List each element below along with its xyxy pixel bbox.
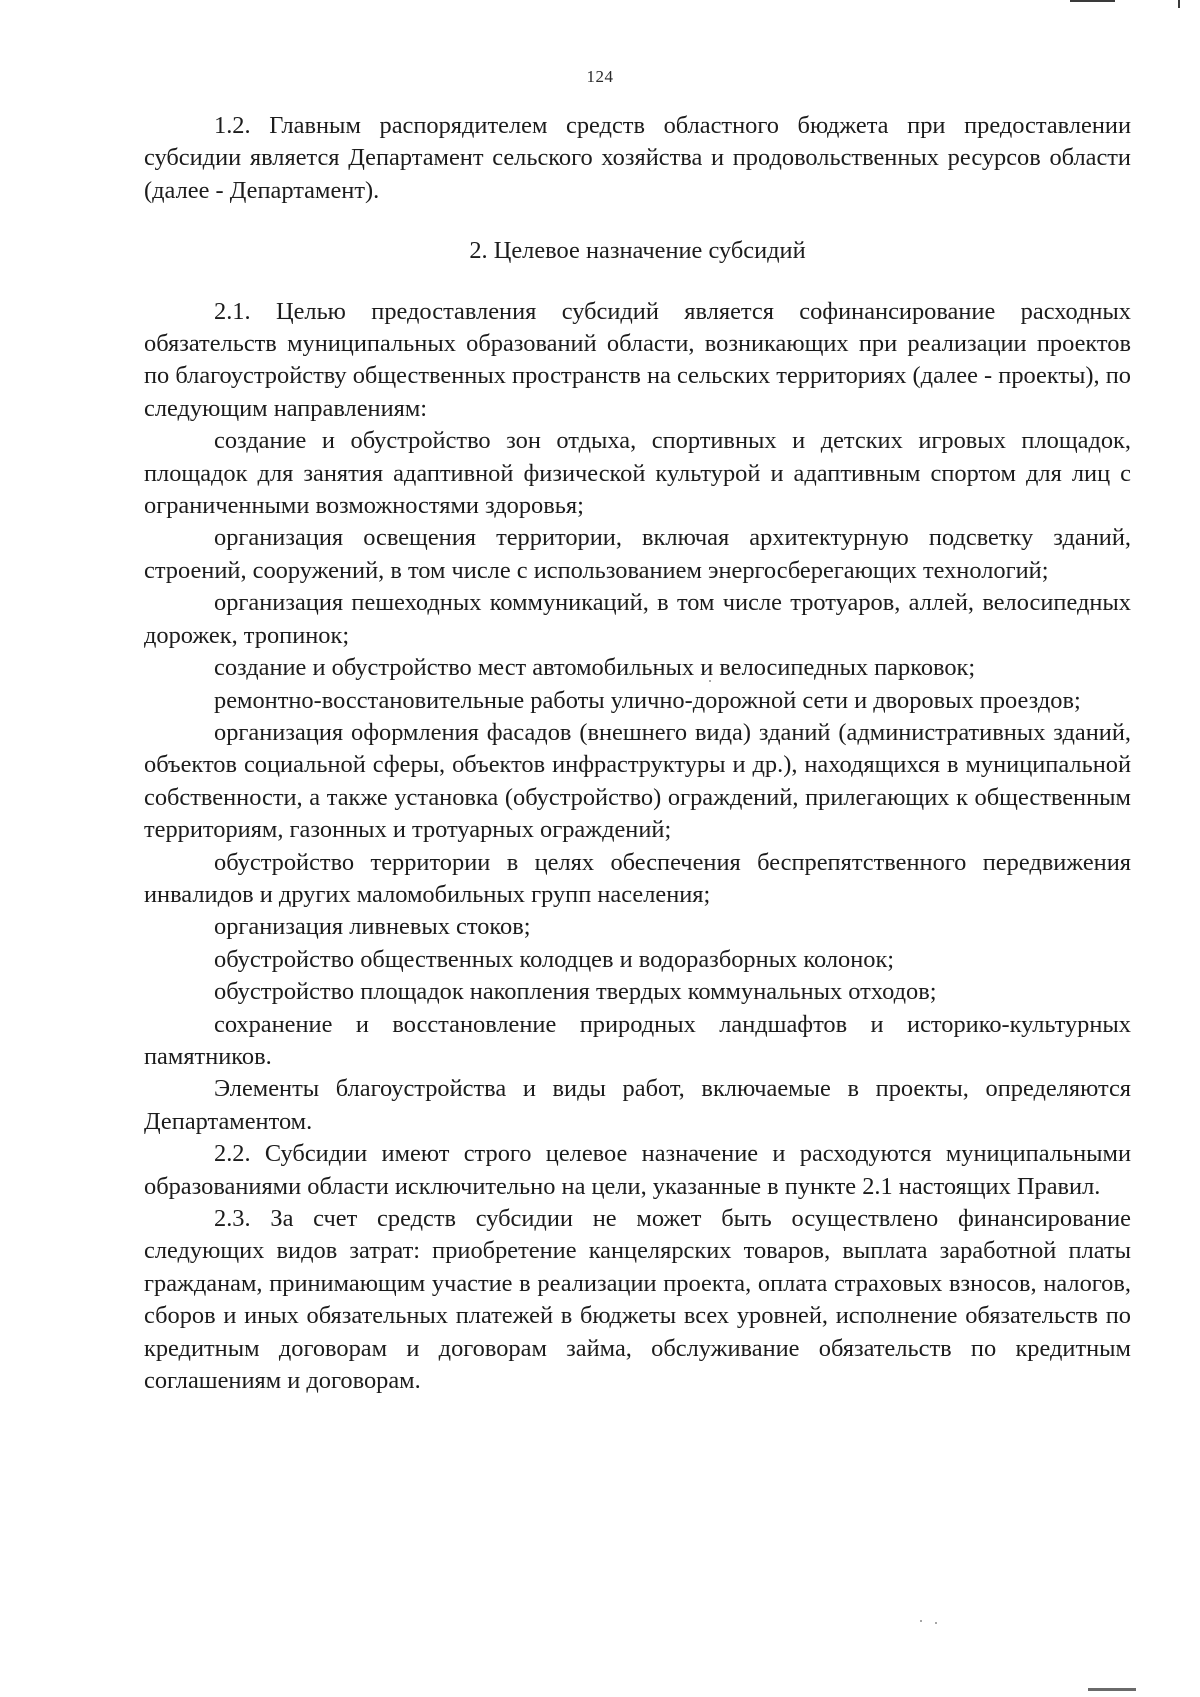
direction-item: обустройство общественных колодцев и водоразборных колонок; xyxy=(214,945,895,973)
direction-item: обустройство территории в целях обеспечения беспрепятственного передвижения инвалидов и других маломобильных групп населения; xyxy=(144,848,1131,908)
document-body xyxy=(144,110,1131,1397)
section-heading: 2. Целевое назначение субсидий xyxy=(469,237,806,265)
scan-speck xyxy=(920,1620,922,1622)
direction-item: организация освещения территории, включая архитектурную подсветку зданий, строений, сооружений, в том числе с использованием энергосберегающих технологий; xyxy=(144,524,1131,584)
elements-note: Элементы благоустройства и виды работ, включаемые в проекты, определяются Департаментом. xyxy=(144,1075,1131,1135)
direction-item: сохранение и восстановление природных ландшафтов и историко-культурных памятников. xyxy=(144,1010,1131,1070)
paragraph-1-2: 1.2. Главным распорядителем средств областного бюджета при предоставлении субсидии является Департамент сельского хозяйства и продовольственных ресурсов области (далее - Департамент). xyxy=(144,112,1131,204)
direction-item: создание и обустройство зон отдыха, спортивных и детских игровых площадок, площадок для занятия адаптивной физической культурой и адаптивным спортом для лиц с ограниченными возможностями здоровья; xyxy=(144,427,1131,520)
direction-item: ремонтно-восстановительные работы улично-дорожной сети и дворовых проездов; xyxy=(214,686,1081,714)
paragraph-2-3: 2.3. За счет средств субсидии не может быть осуществлено финансирование следующих видов затрат: приобретение канцелярских товаров, выплата заработной платы гражданам, принимающим участие в реализации проекта, оплата страховых взносов, налогов, сборов и иных обязательных платежей в бюджеты всех уровней, исполнение обязательств по кредитным договорам и договорам займа, обслуживание обязательств по кредитным соглашениям и договорам. xyxy=(144,1205,1131,1395)
direction-item: обустройство площадок накопления твердых коммунальных отходов; xyxy=(214,978,937,1006)
page-number: 124 xyxy=(586,67,614,86)
paragraph-2-2: 2.2. Субсидии имеют строго целевое назначение и расходуются муниципальными образованиями области исключительно на цели, указанные в пункте 2.1 настоящих Правил. xyxy=(144,1140,1131,1200)
scan-artifact-bottom xyxy=(1088,1688,1136,1691)
direction-item: организация ливневых стоков; xyxy=(214,913,531,941)
scan-speck xyxy=(935,1622,937,1624)
paragraph-2-1: 2.1. Целью предоставления субсидий является софинансирование расходных обязательств муниципальных образований области, возникающих при реализации проектов по благоустройству общественных пространств на сельских территориях (далее - проекты), по следующим направлениям: xyxy=(144,297,1131,422)
direction-item: создание и обустройство мест автомобильных и велосипедных парковок; xyxy=(214,654,976,682)
direction-item: организация пешеходных коммуникаций, в том числе тротуаров, аллей, велосипедных дорожек, тропинок; xyxy=(144,589,1131,649)
direction-item: организация оформления фасадов (внешнего вида) зданий (административных зданий, объектов социальной сферы, объектов инфраструктуры и др.), находящихся в муниципальной собственности, а также установка (обустройство) ограждений, прилегающих к общественным территориям, газонных и тротуарных ограждений; xyxy=(144,718,1131,844)
scan-artifact-corner xyxy=(1178,0,1180,8)
scan-artifact-top xyxy=(1070,0,1115,2)
